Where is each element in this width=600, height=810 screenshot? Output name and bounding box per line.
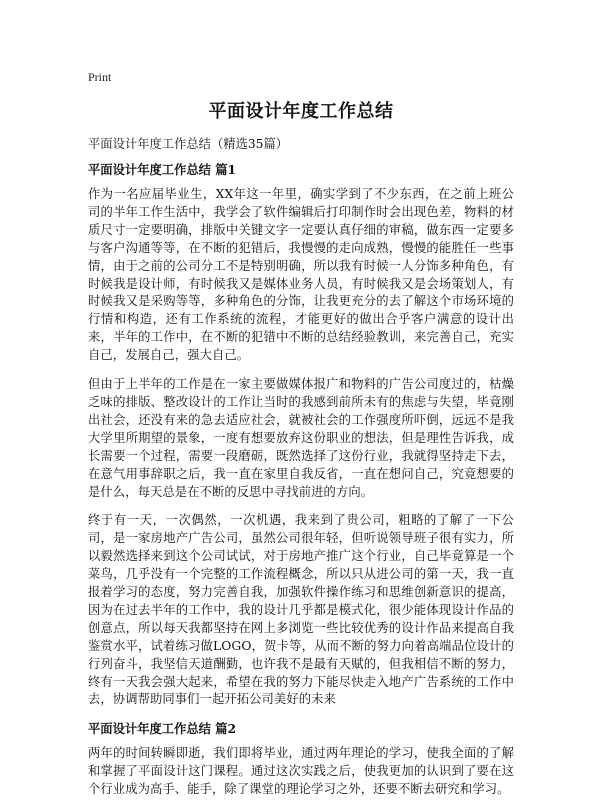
paragraph: 终于有一天，一次偶然，一次机遇，我来到了贵公司，粗略的了解了一下公司，是一家房地产广告公司，虽然公司很年轻，但听说领导班子很有实力，所以毅然选择来到这个公司试试，对于房地产推广这个行业，自己毕竟算是一个菜鸟，几乎没有一个完整的工作流程概念，所以只从进公司的第一天，我一直报着学习的态度，努力完善自我，加强软件操作练习和思维创新意识的提高，因为在过去半年的工作中，我的设计几乎都是模式化，很少能体现设计作品的创意点，所以每天我都坚持在网上多浏览一些比较优秀的设计作品来提高自我鉴赏水平，试着练习做LOGO，贺卡等，从而不断的努力向着高端品位设计的行列奋斗，我坚信天道酬勤，也许我不是最有天赋的，但我相信不断的努力，终有一天我会强大起来，希望在我的努力下能尽快走入地产广告系统的工作中去，协调帮助同事们一起开拓公司美好的未来 xyxy=(88,513,514,707)
print-link[interactable]: Print xyxy=(88,70,112,84)
paragraph: 两年的时间转瞬即逝，我们即将毕业，通过两年理论的学习，使我全面的了解和掌握了平面设计这门课程。通过这次实践之后，使我更加的认识到了要在这个行业成为高手、能手，除了课堂的理论学习之外，还要不断去研究和学习。 xyxy=(88,746,514,797)
page-title: 平面设计年度工作总结 xyxy=(208,101,394,122)
section-heading: 平面设计年度工作总结 篇2 xyxy=(88,721,237,737)
paragraph: 作为一名应届毕业生，XX年这一年里，确实学到了不少东西，在之前上班公司的半年工作生活中，我学会了软件编辑后打印制作时会出现色差，物料的材质尺寸一定要明确，排版中关键文字一定要认真仔细的审稿，做东西一定要多与客户沟通等等，在不断的犯错后，我慢慢的走向成熟，慢慢的能胜任一些事情，由于之前的公司分工不是特别明确，所以我有时候一人分饰多种角色，有时候我是设计师，有时候我又是媒体业务人员，有时候我又是会场策划人，有时候我又是采购等等，多种角色的分饰，让我更充分的去了解这个市场环境的行情和构造，还有工作系统的流程，才能更好的做出合乎客户满意的设计出来，半年的工作中，在不断的犯错中不断的总结经验教训，来完善自己，充实自己，发展自己，强大自己。 xyxy=(88,187,514,363)
section-heading: 平面设计年度工作总结 篇1 xyxy=(88,162,237,177)
document-subtitle: 平面设计年度工作总结（精选35篇） xyxy=(88,137,289,151)
document-page xyxy=(88,70,514,810)
paragraph: 但由于上半年的工作是在一家主要做媒体报广和物料的广告公司度过的，枯燥乏味的排版、整改设计的工作让当时的我感到前所未有的焦虑与失望，毕竟刚出社会，还没有来的急去适应社会，就被社会的工作强度所吓倒，远远不是我大学里所期望的景象，一度有想要放弃这份职业的想法，但是理性告诉我，成长需要一个过程，需要一段磨砺，既然选择了这份行业，我就得坚持走下去，在意气用事辞职之后，我一直在家里自我反省，一直在想问自己，究竟想要的是什么，每天总是在不断的反思中寻找前进的方向。 xyxy=(88,377,514,499)
section-1 xyxy=(88,161,514,709)
section-2 xyxy=(88,720,514,799)
